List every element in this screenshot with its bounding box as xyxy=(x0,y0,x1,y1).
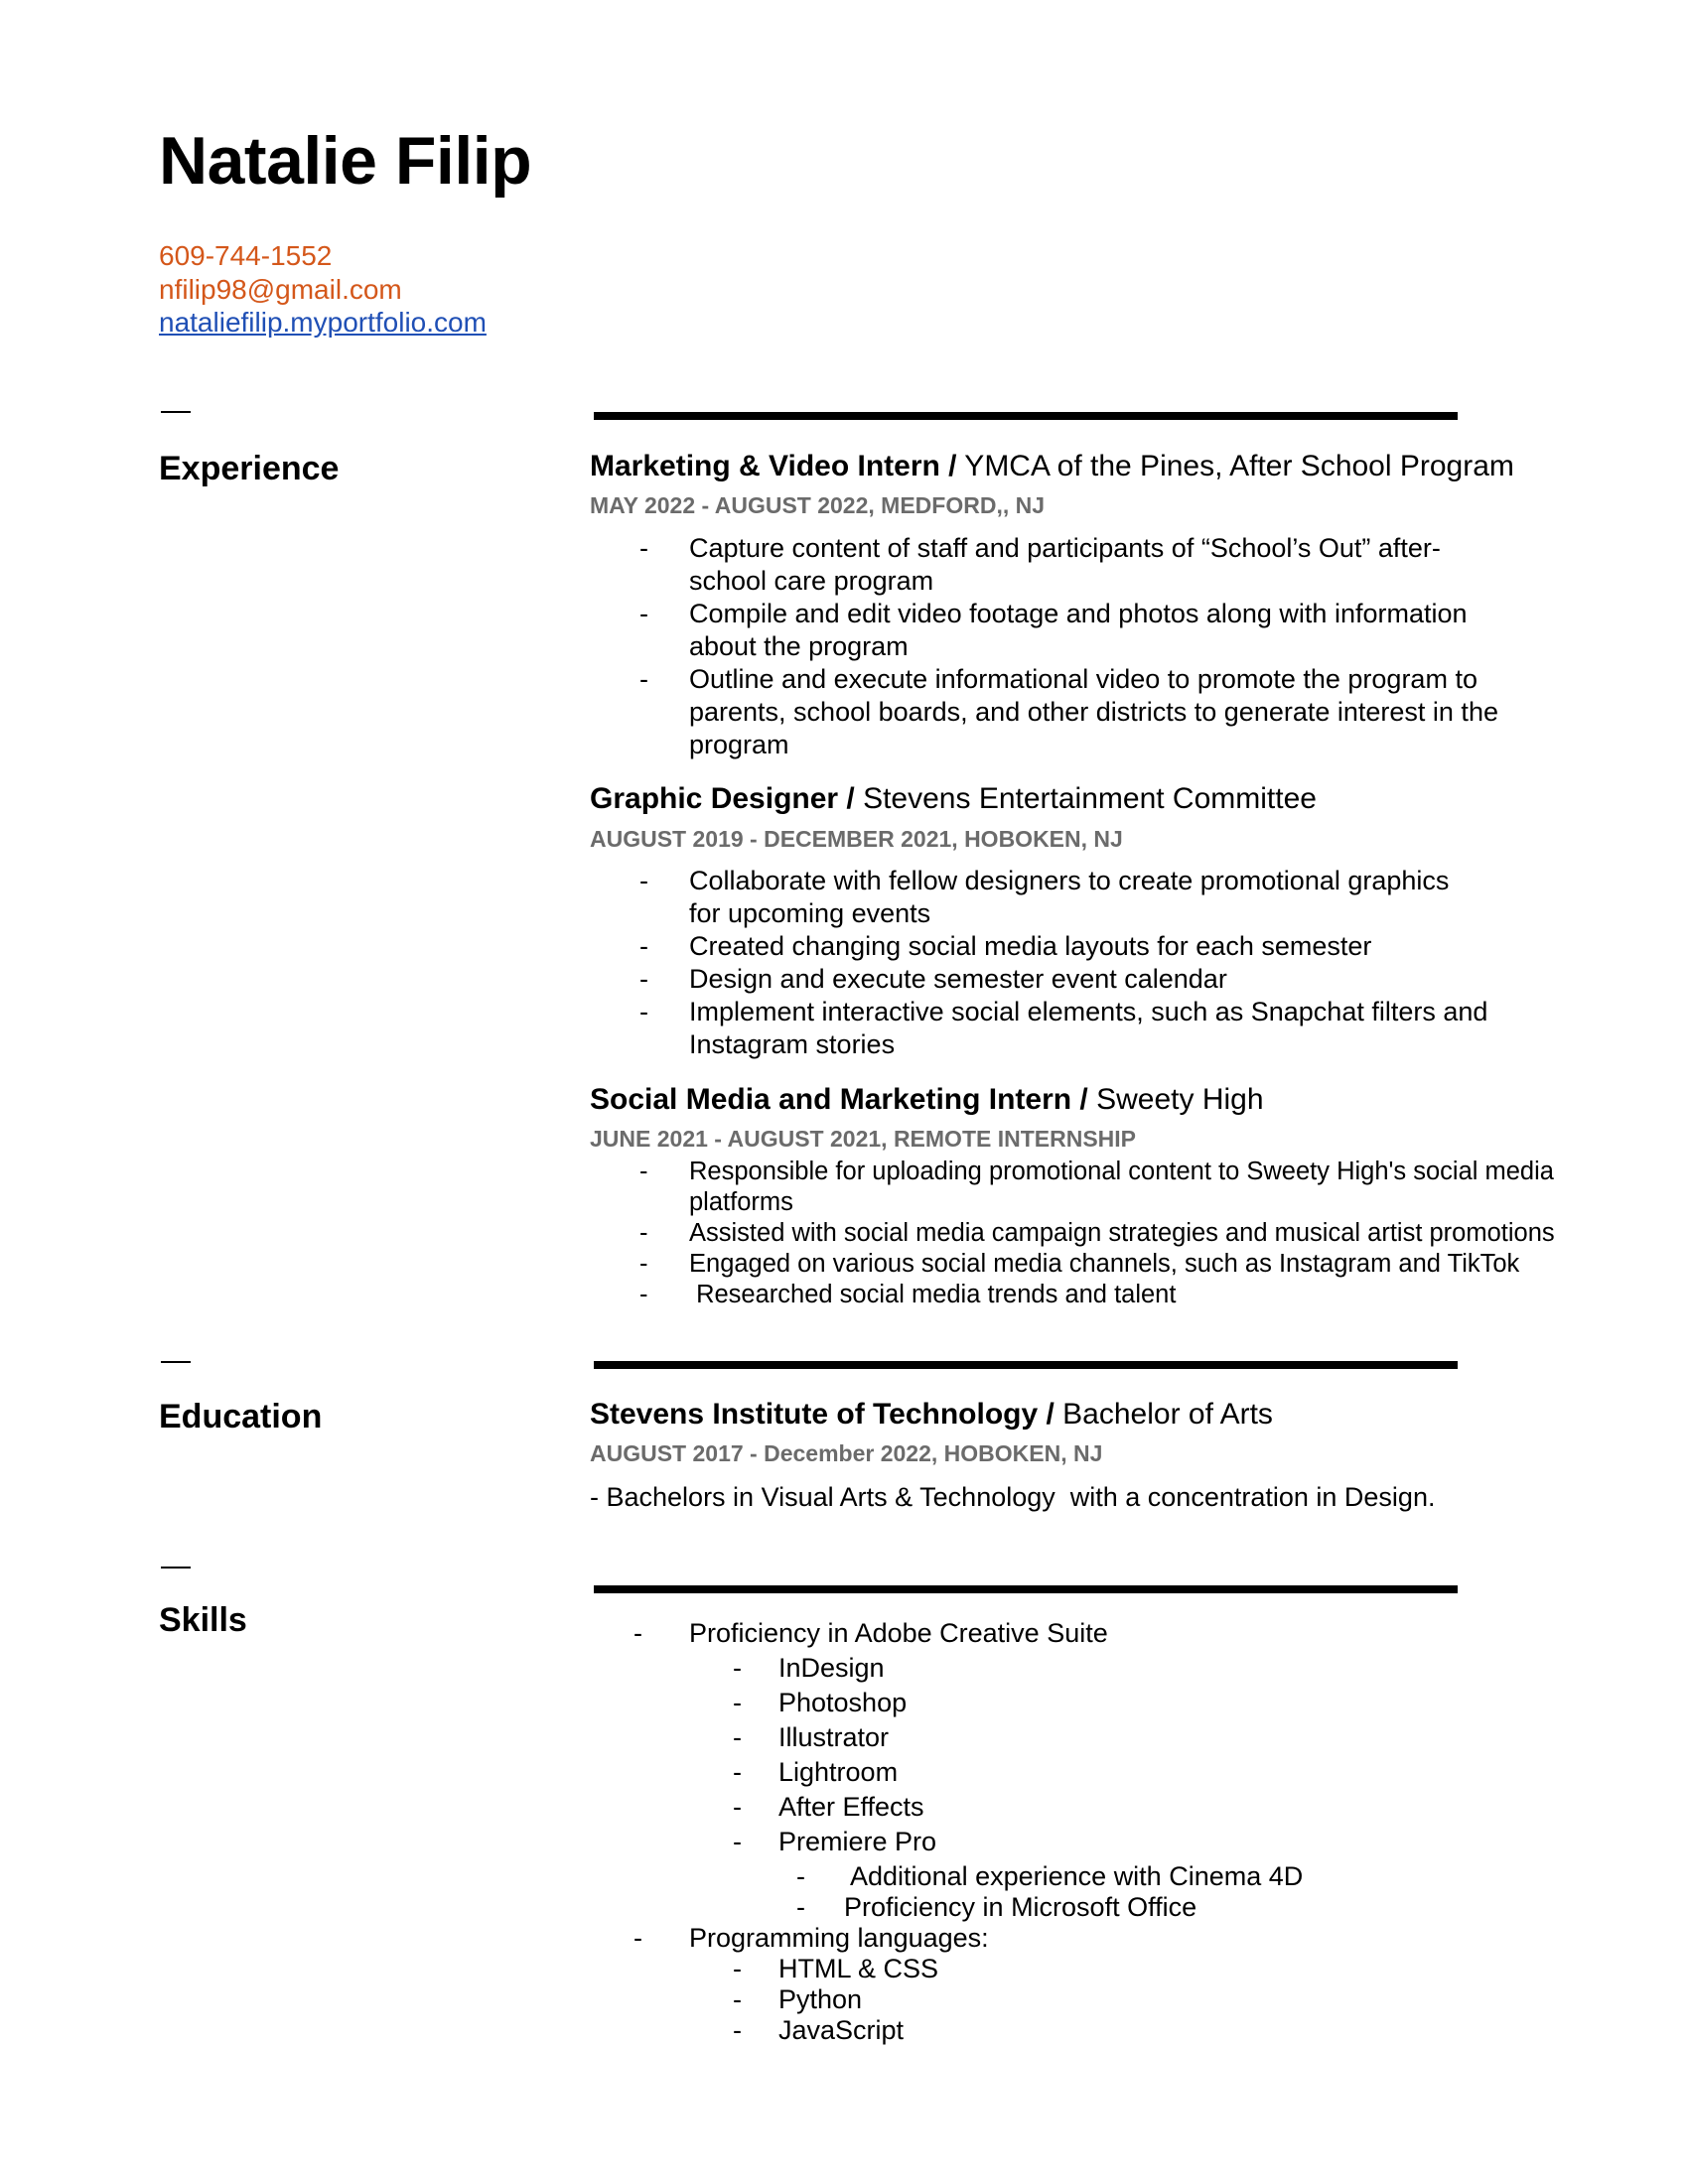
job-role: Social Media and Marketing Intern / xyxy=(590,1083,1088,1116)
school-name: Stevens Institute of Technology / xyxy=(590,1398,1055,1431)
list-item: - Capture content of staff and participants of “School’s Out” after-school care program xyxy=(639,533,1441,596)
job-bullets xyxy=(590,865,1503,1061)
list-item: - Python xyxy=(733,1984,863,2014)
job-date: MAY 2022 - AUGUST 2022, MEDFORD,, NJ xyxy=(590,492,1046,518)
list-item: - Implement interactive social elements, such as Snapchat filters and Instagram stories xyxy=(639,997,1488,1059)
list-item: - InDesign xyxy=(733,1653,885,1683)
section-marker xyxy=(161,411,191,413)
job-role: Graphic Designer / xyxy=(590,782,855,815)
list-item: - After Effects xyxy=(733,1792,924,1822)
job-date: JUNE 2021 - AUGUST 2021, REMOTE INTERNSHIP xyxy=(590,1126,1137,1152)
experience-heading: Experience xyxy=(159,450,340,487)
job-title xyxy=(590,1085,1264,1115)
list-item: - Engaged on various social media channels, such as Instagram and TikTok xyxy=(639,1250,1520,1278)
education-date: AUGUST 2017 - December 2022, HOBOKEN, NJ xyxy=(590,1440,1103,1466)
section-marker xyxy=(161,1567,191,1569)
job-bullets xyxy=(590,532,1503,761)
list-item: - HTML & CSS xyxy=(733,1954,939,1983)
list-item: - Proficiency in Adobe Creative Suite xyxy=(633,1618,1108,1648)
section-rule xyxy=(594,1585,1458,1593)
job-title xyxy=(590,452,1514,481)
job-role: Marketing & Video Intern / xyxy=(590,450,957,482)
job-title xyxy=(590,784,1317,814)
list-item: - Lightroom xyxy=(733,1757,899,1787)
list-item: - Illustrator xyxy=(733,1722,890,1752)
school-title xyxy=(590,1400,1273,1430)
list-item: - Collaborate with fellow designers to create promotional graphics for upcoming events xyxy=(639,866,1450,928)
education-detail: - Bachelors in Visual Arts & Technology with a concentration in Design. xyxy=(590,1482,1436,1512)
education-heading: Education xyxy=(159,1398,323,1435)
degree: Bachelor of Arts xyxy=(1054,1398,1273,1431)
job-org: Sweety High xyxy=(1087,1083,1264,1116)
section-rule xyxy=(594,1361,1458,1369)
phone-number[interactable]: 609-744-1552 xyxy=(159,240,333,271)
section-rule xyxy=(594,412,1458,420)
list-item: - Compile and edit video footage and photos along with information about the program xyxy=(639,599,1468,661)
list-item: - Additional experience with Cinema 4D xyxy=(796,1861,1304,1891)
portfolio-link[interactable]: nataliefilip.myportfolio.com xyxy=(159,307,487,338)
list-item: - Design and execute semester event calendar xyxy=(639,964,1227,994)
list-item: - Researched social media trends and talent xyxy=(639,1281,1177,1308)
list-item: - Assisted with social media campaign strategies and musical artist promotions xyxy=(639,1219,1555,1247)
list-item: - Outline and execute informational video to promote the program to parents, school boards, and other districts to generate interest in the program xyxy=(639,664,1498,759)
list-item: - Responsible for uploading promotional content to Sweety High's social media platforms xyxy=(639,1158,1554,1216)
list-item: - Premiere Pro xyxy=(733,1827,937,1856)
skills-list xyxy=(590,1618,1384,2046)
job-org: Stevens Entertainment Committee xyxy=(854,782,1317,815)
list-item: - Proficiency in Microsoft Office xyxy=(796,1892,1197,1922)
job-date: AUGUST 2019 - DECEMBER 2021, HOBOKEN, NJ xyxy=(590,826,1123,852)
list-item: - Created changing social media layouts for each semester xyxy=(639,931,1372,961)
job-bullets xyxy=(590,1157,1583,1310)
section-marker xyxy=(161,1361,191,1363)
email-address[interactable]: nfilip98@gmail.com xyxy=(159,274,402,305)
skills-heading: Skills xyxy=(159,1601,247,1639)
job-org: YMCA of the Pines, After School Program xyxy=(956,450,1514,482)
resume-name: Natalie Filip xyxy=(159,123,532,199)
list-item: - Programming languages: xyxy=(633,1923,989,1953)
list-item: - Photoshop xyxy=(733,1688,908,1717)
list-item: - JavaScript xyxy=(733,2015,905,2045)
